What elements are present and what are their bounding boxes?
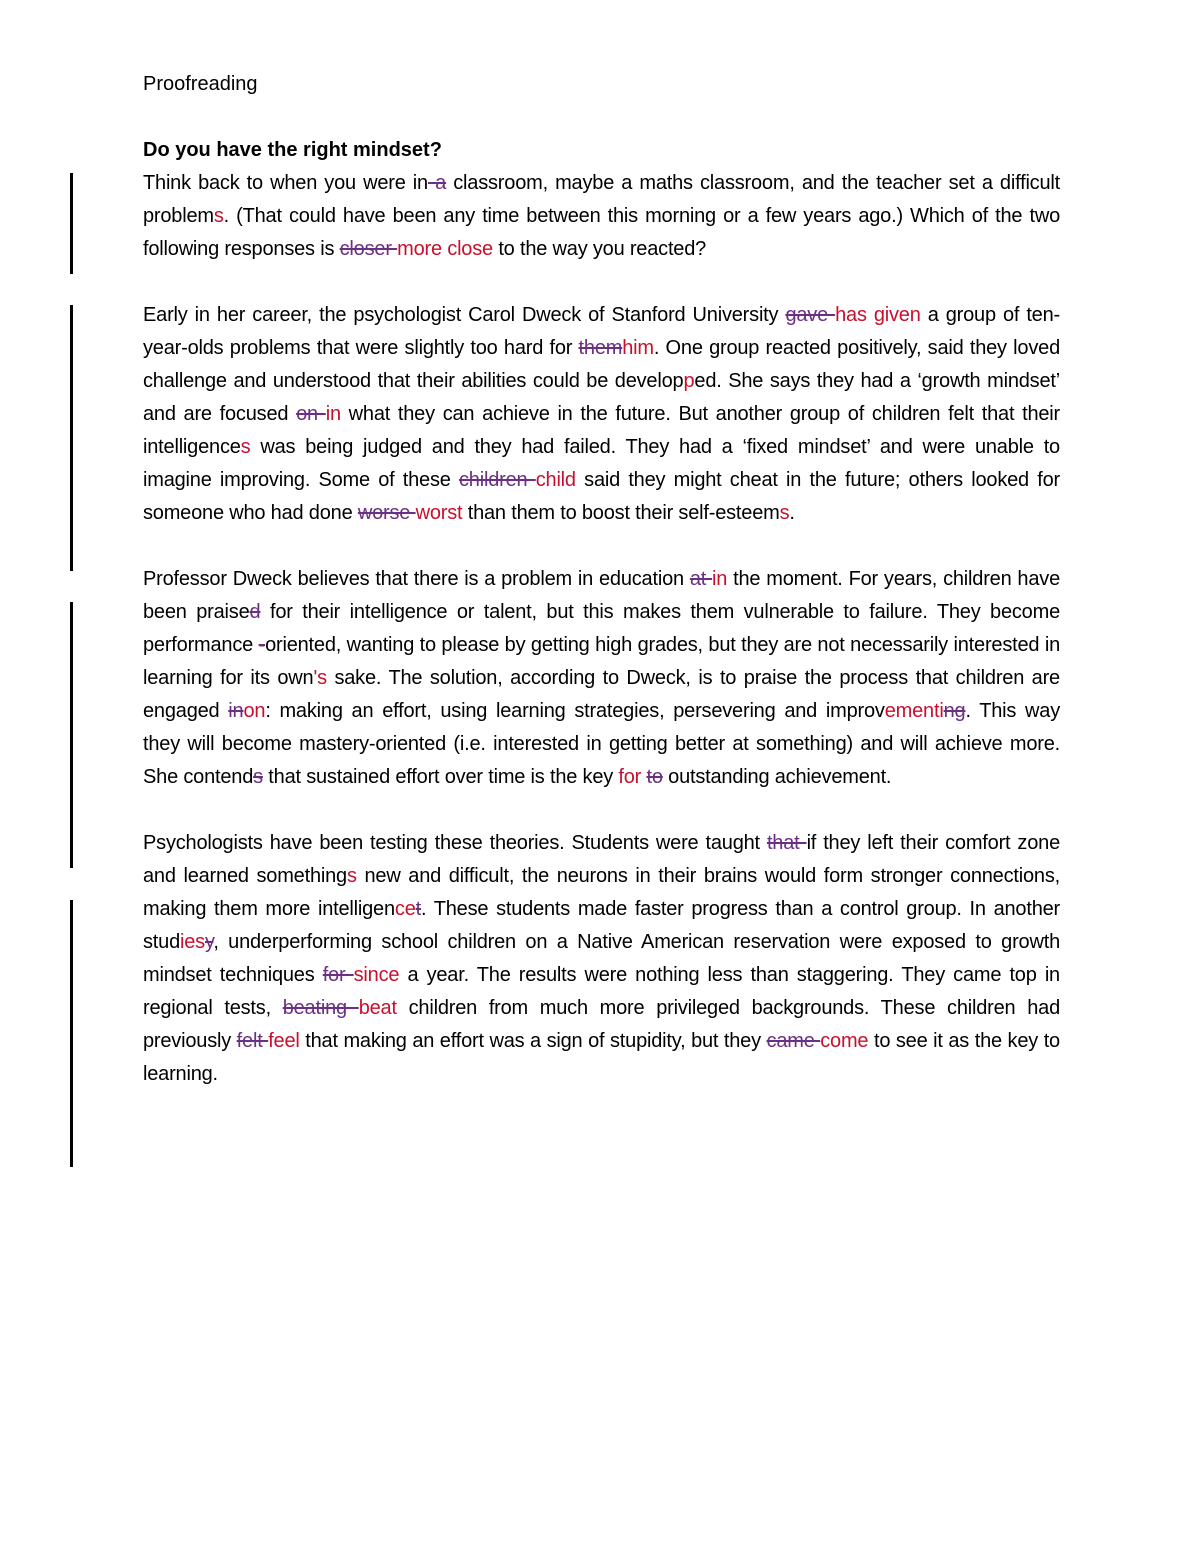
body-text: . One group reacted positively, said they loved challenge and understood that their abilities could be develop <box>143 337 1060 392</box>
deleted-text: to <box>646 766 663 788</box>
paragraph-4 <box>143 827 1060 1091</box>
body-text: . (That could have been any time between this morning or a few years ago.) Which of the two following responses is <box>143 205 1060 260</box>
deleted-text: that <box>766 832 807 854</box>
deleted-text: - <box>258 634 266 656</box>
inserted-text: ementi <box>884 700 944 722</box>
body-text: Early in her career, the psychologist Carol Dweck of Stanford University <box>143 304 786 326</box>
inserted-text: in <box>712 568 728 590</box>
change-bar-paragraph-3 <box>70 602 73 868</box>
deleted-text: for <box>322 964 354 986</box>
body-text: : making an effort, using learning strategies, persevering and improv <box>265 700 885 722</box>
inserted-text: for <box>618 766 642 788</box>
inserted-text: since <box>353 964 400 986</box>
body-text: . These students made faster progress than a control group. In another stud <box>143 898 1061 953</box>
body-text: what they can achieve in the future. But another group of children felt that their intelligence <box>143 403 1061 458</box>
article-heading: Do you have the right mindset? <box>143 139 442 161</box>
body-text: . This way they will become mastery-oriented (i.e. interested in getting better at something) and will achieve more. She contend <box>143 700 1060 788</box>
body-text: ed. She says they had a ‘growth mindset’ and are focused <box>143 370 1060 425</box>
body-text: a group of ten-year-olds problems that were slightly too hard for <box>143 304 1060 359</box>
paragraph-3 <box>143 563 1060 794</box>
deleted-text: a <box>427 172 447 194</box>
inserted-text: s <box>779 502 790 524</box>
change-bar-paragraph-1 <box>70 173 73 274</box>
deleted-text: at <box>689 568 713 590</box>
body-text: , underperforming school children on a Native American reservation were exposed to growth mindset techniques <box>143 931 1060 986</box>
body-text: was being judged and they had failed. They had a ‘fixed mindset’ and were unable to imagine improving. Some of these <box>143 436 1060 491</box>
inserted-text: p <box>683 370 695 392</box>
body-text: Psychologists have been testing these theories. Students were taught <box>143 832 767 854</box>
deleted-text: d <box>249 601 261 623</box>
body-text: outstanding achievement. <box>662 766 892 788</box>
inserted-text: s <box>346 865 357 887</box>
body-text: Think back to when you were in <box>143 172 428 194</box>
deleted-text: on <box>296 403 326 425</box>
change-bar-paragraph-2 <box>70 305 73 571</box>
body-text: the moment. For years, children have been praise <box>143 568 1061 623</box>
deleted-text: felt <box>236 1030 269 1052</box>
deleted-text: t <box>415 898 421 920</box>
deleted-text: s <box>253 766 263 788</box>
document-title: Proofreading <box>143 73 258 95</box>
body-text: children from much more privileged backgrounds. These children had previously <box>143 997 1060 1052</box>
inserted-text: has given <box>835 304 921 326</box>
inserted-text: s <box>240 436 251 458</box>
inserted-text: ce <box>394 898 416 920</box>
inserted-text: worst <box>415 502 463 524</box>
body-text: said they might cheat in the future; others looked for someone who had done <box>143 469 1060 524</box>
paragraph-2 <box>143 299 1060 530</box>
body-text: to see it as the key to learning. <box>143 1030 1060 1085</box>
deleted-text: came <box>766 1030 821 1052</box>
inserted-text: him <box>622 337 654 359</box>
deleted-text: closer <box>339 238 398 260</box>
deleted-text: in <box>228 700 244 722</box>
body-text: oriented, wanting to please by getting high grades, but they are not necessarily interested in learning for its own <box>143 634 1060 689</box>
body-text: . <box>789 502 795 524</box>
paragraph-1 <box>143 167 1060 266</box>
deleted-text: them <box>578 337 623 359</box>
change-bar-paragraph-4 <box>70 900 73 1167</box>
body-text: if they left their comfort zone and learned something <box>143 832 1060 887</box>
body-text: that sustained effort over time is the key <box>262 766 619 788</box>
inserted-text: ies <box>180 931 205 953</box>
body-text: than them to boost their self-esteem <box>462 502 780 524</box>
inserted-text: come <box>820 1030 869 1052</box>
body-text: classroom, maybe a maths classroom, and the teacher set a difficult problem <box>143 172 1061 227</box>
deleted-text: y <box>204 931 214 953</box>
body-text: new and difficult, the neurons in their brains would form stronger connections, making them more intelligen <box>143 865 1061 920</box>
inserted-text: more close <box>397 238 493 260</box>
body-text: for their intelligence or talent, but this makes them vulnerable to failure. They become performance <box>143 601 1060 656</box>
deleted-text: children <box>458 469 536 491</box>
deleted-text: ng <box>943 700 966 722</box>
body-text: sake. The solution, according to Dweck, is to praise the process that children are engaged <box>143 667 1060 722</box>
document-page <box>143 68 1060 1124</box>
inserted-text: s <box>213 205 224 227</box>
body-text: that making an effort was a sign of stupidity, but they <box>299 1030 767 1052</box>
deleted-text: worse <box>357 502 416 524</box>
body-text: to the way you reacted? <box>492 238 707 260</box>
deleted-text: beating <box>282 997 359 1019</box>
inserted-text: on <box>243 700 266 722</box>
inserted-text: feel <box>268 1030 300 1052</box>
body-text: a year. The results were nothing less than staggering. They came top in regional tests, <box>143 964 1060 1019</box>
inserted-text: in <box>325 403 341 425</box>
body-text: Professor Dweck believes that there is a problem in education <box>143 568 690 590</box>
deleted-text: gave <box>785 304 836 326</box>
inserted-text: child <box>535 469 576 491</box>
inserted-text: beat <box>358 997 397 1019</box>
inserted-text: 's <box>313 667 327 689</box>
